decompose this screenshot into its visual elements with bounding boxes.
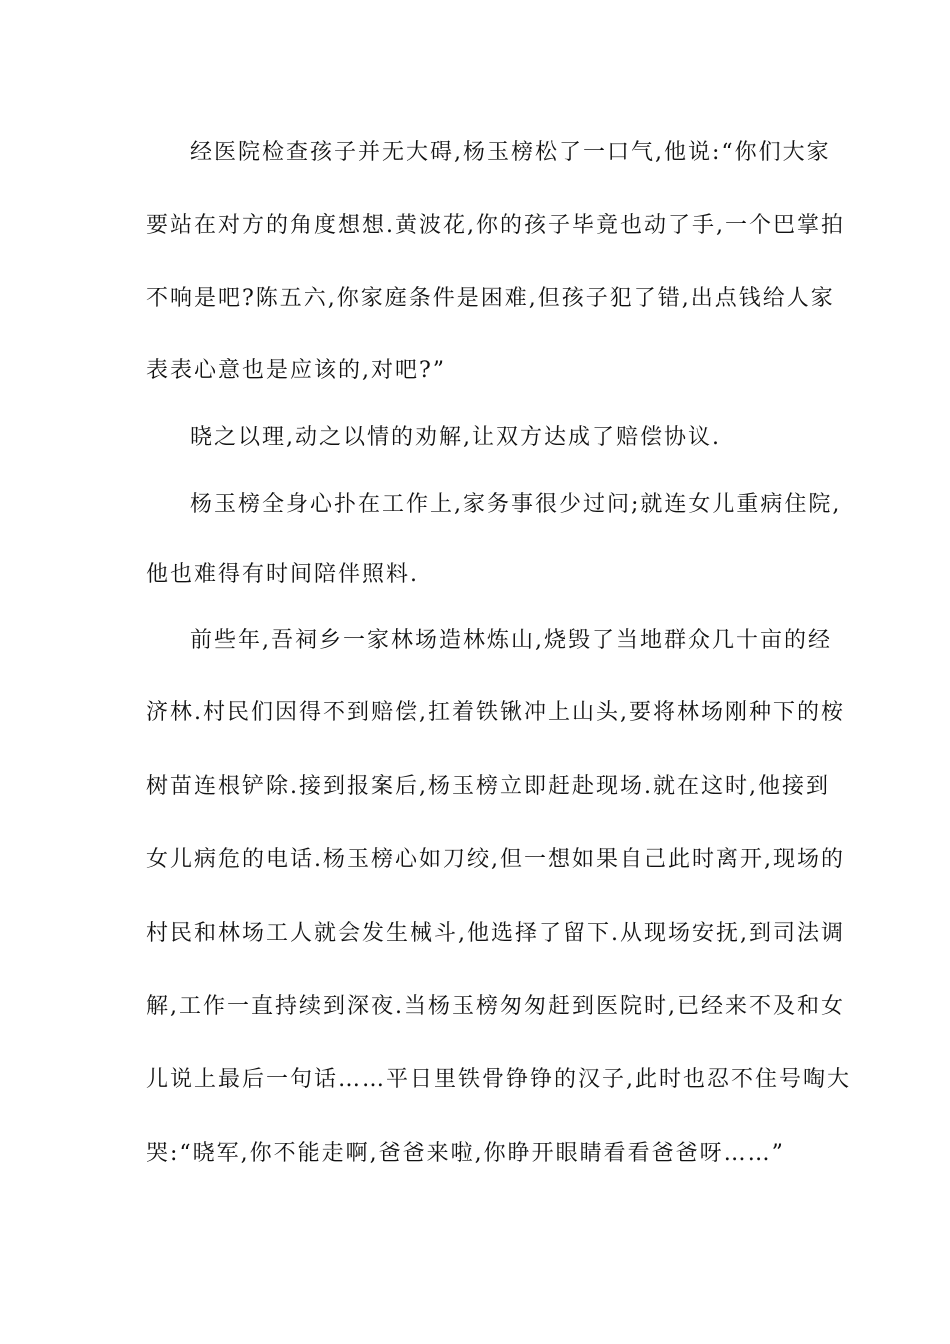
paragraph-1-line-3: 不响是吧?陈五六,你家庭条件是困难,但孩子犯了错,出点钱给人家: [146, 286, 835, 311]
paragraph-1-line-1: 经医院检查孩子并无大碍,杨玉榜松了一口气,他说:“你们大家: [190, 140, 831, 165]
paragraph-4-line-8: 哭:“晓军,你不能走啊,爸爸来啦,你睁开眼睛看看爸爸呀……”: [146, 1141, 785, 1166]
paragraph-2-line-1: 晓之以理,动之以情的劝解,让双方达成了赔偿协议.: [190, 425, 721, 450]
paragraph-4-line-5: 村民和林场工人就会发生械斗,他选择了留下.从现场安抚,到司法调: [146, 921, 845, 946]
paragraph-4-line-3: 树苗连根铲除.接到报案后,杨玉榜立即赶赴现场.就在这时,他接到: [146, 774, 830, 799]
paragraph-4-line-1: 前些年,吾祠乡一家林场造林炼山,烧毁了当地群众几十亩的经: [190, 628, 832, 653]
paragraph-3-line-1: 杨玉榜全身心扑在工作上,家务事很少过问;就连女儿重病住院,: [190, 492, 842, 517]
paragraph-4-line-4: 女儿病危的电话.杨玉榜心如刀绞,但一想如果自己此时离开,现场的: [146, 847, 845, 872]
paragraph-3-line-2: 他也难得有时间陪伴照料.: [146, 562, 419, 587]
paragraph-1-line-4: 表表心意也是应该的,对吧?”: [146, 358, 447, 383]
paragraph-4-line-6: 解,工作一直持续到深夜.当杨玉榜匆匆赶到医院时,已经来不及和女: [146, 994, 845, 1019]
paragraph-4-line-2: 济林.村民们因得不到赔偿,扛着铁锹冲上山头,要将林场刚种下的桉: [146, 700, 845, 725]
paragraph-4-line-7: 儿说上最后一句话……平日里铁骨铮铮的汉子,此时也忍不住号啕大: [146, 1067, 851, 1092]
paragraph-1-line-2: 要站在对方的角度想想.黄波花,你的孩子毕竟也动了手,一个巴掌拍: [146, 213, 845, 238]
